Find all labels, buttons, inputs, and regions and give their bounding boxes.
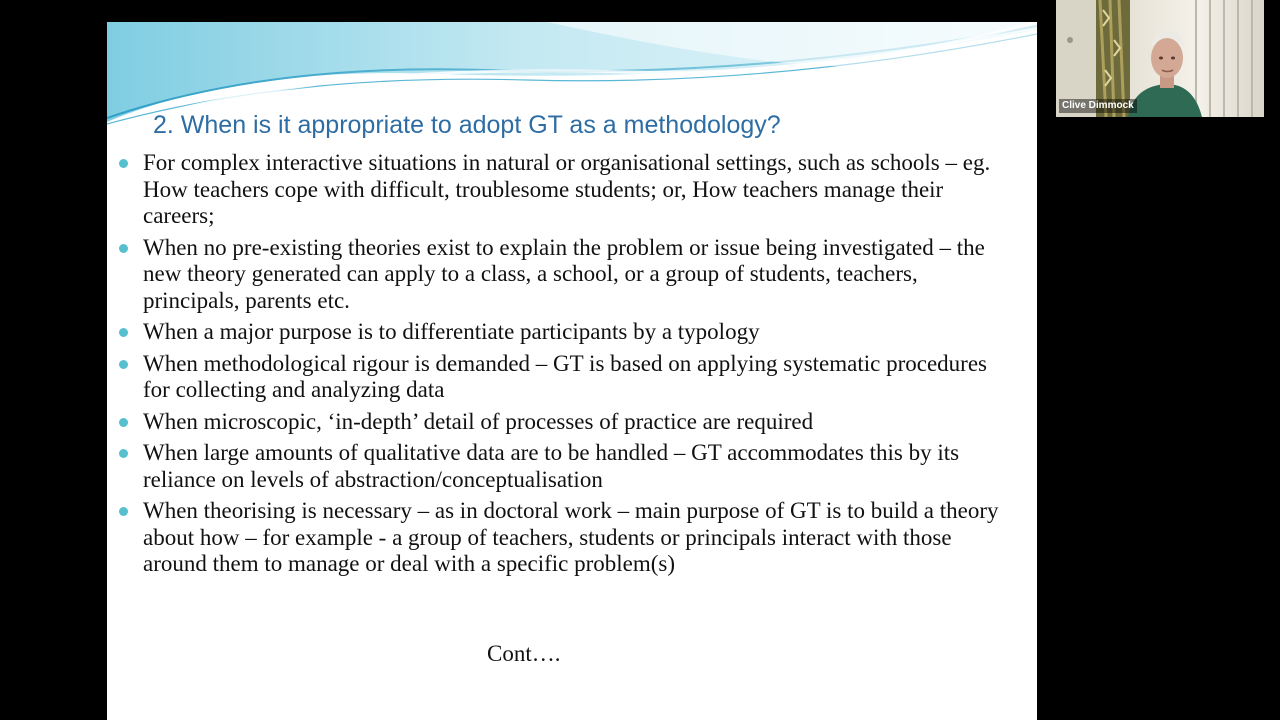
bullet-text: When methodological rigour is demanded – GT is based on applying systematic procedures for collecting and analyzing data bbox=[143, 350, 987, 402]
bullet-dot-icon bbox=[119, 328, 128, 337]
bullet-dot-icon bbox=[119, 449, 128, 458]
participant-name-label: Clive Dimmock bbox=[1059, 99, 1137, 113]
bullet-item bbox=[119, 440, 1019, 493]
bullet-item bbox=[119, 235, 1019, 315]
bullet-item bbox=[119, 319, 1019, 346]
slide-title: 2. When is it appropriate to adopt GT as a methodology? bbox=[153, 111, 781, 139]
bullet-dot-icon bbox=[119, 418, 128, 427]
bullet-item bbox=[119, 150, 1019, 230]
participant-video-tile[interactable] bbox=[1056, 0, 1264, 117]
bullet-list bbox=[119, 150, 1019, 583]
bullet-dot-icon bbox=[119, 507, 128, 516]
continuation-label: Cont…. bbox=[487, 641, 561, 666]
bullet-item bbox=[119, 498, 1019, 578]
bullet-dot-icon bbox=[119, 159, 128, 168]
bullet-text: When a major purpose is to differentiate participants by a typology bbox=[143, 319, 760, 344]
bullet-item bbox=[119, 409, 1019, 436]
bullet-dot-icon bbox=[119, 360, 128, 369]
bullet-text: When large amounts of qualitative data are to be handled – GT accommodates this by its reliance on levels of abstraction/conceptualisation bbox=[143, 440, 960, 492]
bullet-item bbox=[119, 351, 1019, 404]
presentation-slide bbox=[107, 22, 1037, 720]
bullet-dot-icon bbox=[119, 244, 128, 253]
bullet-text: When theorising is necessary – as in doctoral work – main purpose of GT is to build a theory about how – for example - a group of teachers, students or principals interact with those around them to manage or deal with a specific problem(s) bbox=[143, 498, 999, 576]
bullet-text: When no pre-existing theories exist to explain the problem or issue being investigated – the new theory generated can apply to a class, a school, or a group of students, teachers, principals, parents etc. bbox=[143, 234, 985, 313]
bullet-text: For complex interactive situations in natural or organisational settings, such as schools – eg. How teachers cope with difficult, troublesome students; or, How teachers manage their careers; bbox=[143, 150, 991, 228]
bullet-text: When microscopic, ‘in-depth’ detail of processes of practice are required bbox=[143, 408, 814, 434]
